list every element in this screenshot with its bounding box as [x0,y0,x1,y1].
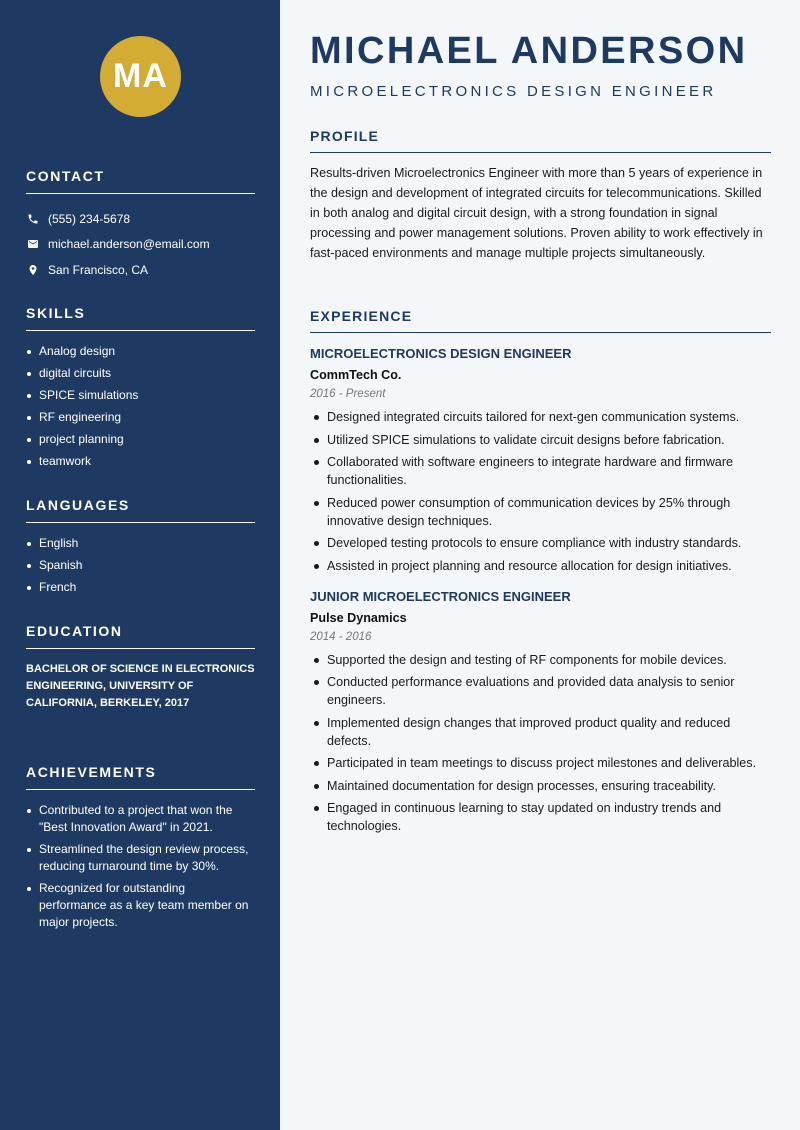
contact-email-text: michael.anderson@email.com [48,237,210,252]
skill-item: SPICE simulations [26,387,255,404]
profile-section [310,128,771,263]
education-degree: BACHELOR OF SCIENCE IN ELECTRONICS ENGINEERING, UNIVERSITY OF CALIFORNIA, BERKELEY, 2017 [26,663,255,709]
achievements-section [26,764,255,936]
achievement-item: Contributed to a project that won the "Best Innovation Award" in 2021. [26,802,255,836]
job-bullet: Implemented design changes that improved product quality and reduced defects. [310,714,771,750]
achievement-item: Recognized for outstanding performance as a key team member on major projects. [26,880,255,931]
job-bullet: Maintained documentation for design processes, ensuring traceability. [310,777,771,795]
job-bullet: Conducted performance evaluations and provided data analysis to senior engineers. [310,673,771,709]
education-heading: EDUCATION [26,623,255,649]
job-bullet: Collaborated with software engineers to integrate hardware and firmware functionalities. [310,453,771,489]
contact-email [26,232,255,258]
language-item: Spanish [26,557,255,574]
skills-list [26,343,255,470]
language-item: French [26,579,255,596]
languages-section [26,497,255,601]
job-company: Pulse Dynamics [310,610,407,625]
job-bullet: Reduced power consumption of communication devices by 25% through innovative design techniques. [310,494,771,530]
job-bullet: Designed integrated circuits tailored for next-gen communication systems. [310,408,771,426]
phone-icon [26,212,40,226]
contact-location [26,257,255,283]
job-title: MICROELECTRONICS DESIGN ENGINEER [310,346,572,361]
skill-item: project planning [26,431,255,448]
candidate-name: MICHAEL ANDERSON [310,30,748,72]
job-entry [310,589,771,836]
skills-heading: SKILLS [26,305,255,331]
skill-item: digital circuits [26,365,255,382]
job-bullet: Engaged in continuous learning to stay updated on industry trends and technologies. [310,799,771,835]
email-icon [26,237,40,251]
education-section [26,623,255,712]
contact-phone-text: (555) 234-5678 [48,211,131,226]
contact-section [26,168,255,283]
skill-item: RF engineering [26,409,255,426]
job-title: JUNIOR MICROELECTRONICS ENGINEER [310,588,571,604]
contact-phone [26,206,255,232]
skill-item: teamwork [26,453,255,470]
job-bullet: Developed testing protocols to ensure compliance with industry standards. [310,534,771,552]
experience-heading: EXPERIENCE [310,308,771,333]
job-dates: 2016 - Present [310,388,386,400]
skill-item: Analog design [26,343,255,360]
job-bullet: Assisted in project planning and resource allocation for design initiatives. [310,557,771,575]
job-bullets [310,651,771,836]
job-bullet: Supported the design and testing of RF components for mobile devices. [310,651,771,669]
achievement-item: Streamlined the design review process, reducing turnaround time by 30%. [26,841,255,875]
achievements-list [26,802,255,931]
languages-heading: LANGUAGES [26,497,255,523]
profile-heading: PROFILE [310,128,771,153]
job-dates: 2014 - 2016 [310,630,372,643]
skills-section [26,305,255,475]
job-bullet: Participated in team meetings to discuss project milestones and deliverables. [310,754,771,772]
job-company: CommTech Co. [310,368,402,382]
language-item: English [26,535,255,552]
contact-heading: CONTACT [26,168,255,194]
profile-text: Results-driven Microelectronics Engineer with more than 5 years of experience in the design and development of integrated circuits for telecommunications. Skilled in both analog and digital circuit design, with a strong foundation in signal processing and power management solutions. Proven ability to work effectively in fast-paced environments and manage multiple projects simultaneously. [310,166,763,260]
job-bullets [310,408,771,575]
job-bullet: Utilized SPICE simulations to validate circuit designs before fabrication. [310,431,771,449]
job-entry [310,346,771,575]
location-pin-icon [26,263,40,277]
achievements-heading: ACHIEVEMENTS [26,764,255,790]
languages-list [26,535,255,596]
experience-section [310,308,771,840]
candidate-title: MICROELECTRONICS DESIGN ENGINEER [310,83,717,100]
sidebar [0,0,280,1130]
contact-location-text: San Francisco, CA [48,262,149,277]
avatar-initials: MA [100,36,181,117]
